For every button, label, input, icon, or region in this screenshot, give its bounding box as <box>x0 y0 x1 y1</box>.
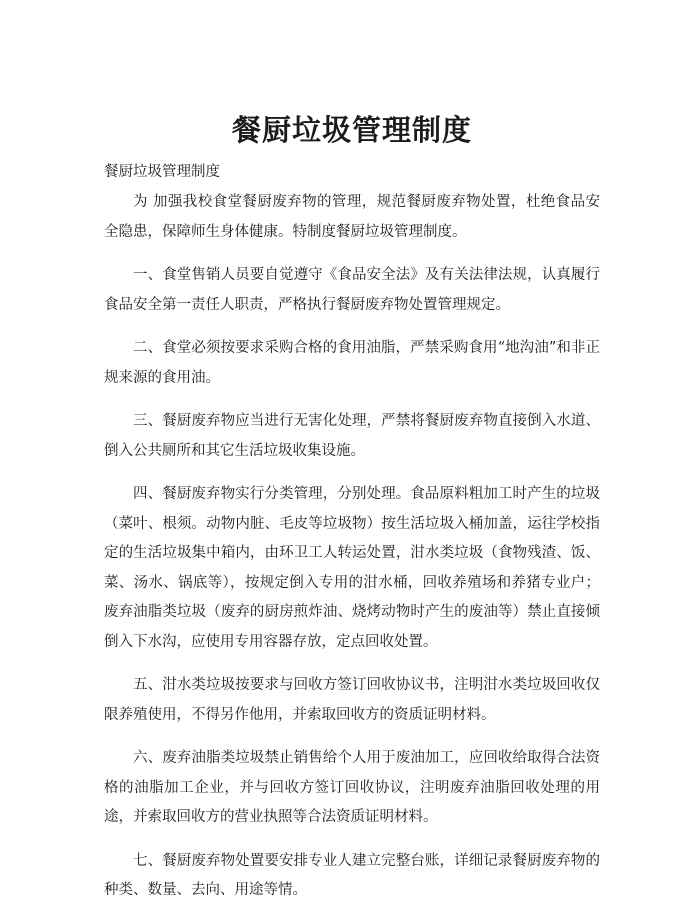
clause-4-paragraph: 四、餐厨废弃物实行分类管理，分别处理。食品原料粗加工时产生的垃圾（菜叶、根须。动物内脏、毛皮等垃圾物）按生活垃圾入桶加盖，运往学校指定的生活垃圾集中箱内，由环卫工人转运处置，泔水类垃圾（食物残渣、饭、菜、汤水、锅底等），按规定倒入专用的泔水桶，回收养殖场和养猪专业户；废弃油脂类垃圾（废弃的厨房煎炸油、烧烤动物时产生的废油等）禁止直接倾倒入下水沟，应使用专用容器存放，定点回收处置。 <box>104 486 600 650</box>
document-title: 餐厨垃圾管理制度 <box>231 113 472 147</box>
clause-5-paragraph: 五、泔水类垃圾按要求与回收方签订回收协议书，注明泔水类垃圾回收仅限养殖使用，不得另作他用，并索取回收方的资质证明材料。 <box>104 677 600 723</box>
clause-7-paragraph: 七、餐厨废弃物处置要安排专业人建立完整台账，详细记录餐厨废弃物的种类、数量、去向、用途等情。 <box>104 852 600 898</box>
intro-paragraph: 为 加强我校食堂餐厨废弃物的管理，规范餐厨废弃物处置，杜绝食品安全隐患，保障师生身体健康。特制度餐厨垃圾管理制度。 <box>104 194 600 240</box>
clause-2-paragraph: 二、食堂必须按要求采购合格的食用油脂，严禁采购食用“地沟油”和非正规来源的食用油。 <box>104 340 600 386</box>
clause-1-paragraph: 一、食堂售销人员要自觉遵守《食品安全法》及有关法律法规，认真履行食品安全第一责任人职责，严格执行餐厨废弃物处置管理规定。 <box>104 267 600 313</box>
clause-6-paragraph: 六、废弃油脂类垃圾禁止销售给个人用于废油加工，应回收给取得合法资格的油脂加工企业，并与回收方签订回收协议，注明废弃油脂回收处理的用途，并索取回收方的营业执照等合法资质证明材料。 <box>104 750 600 825</box>
clause-3-paragraph: 三、餐厨废弃物应当进行无害化处理，严禁将餐厨废弃物直接倒入水道、倒入公共厕所和其它生活垃圾收集设施。 <box>104 413 600 459</box>
document-subtitle: 餐厨垃圾管理制度 <box>104 164 220 180</box>
